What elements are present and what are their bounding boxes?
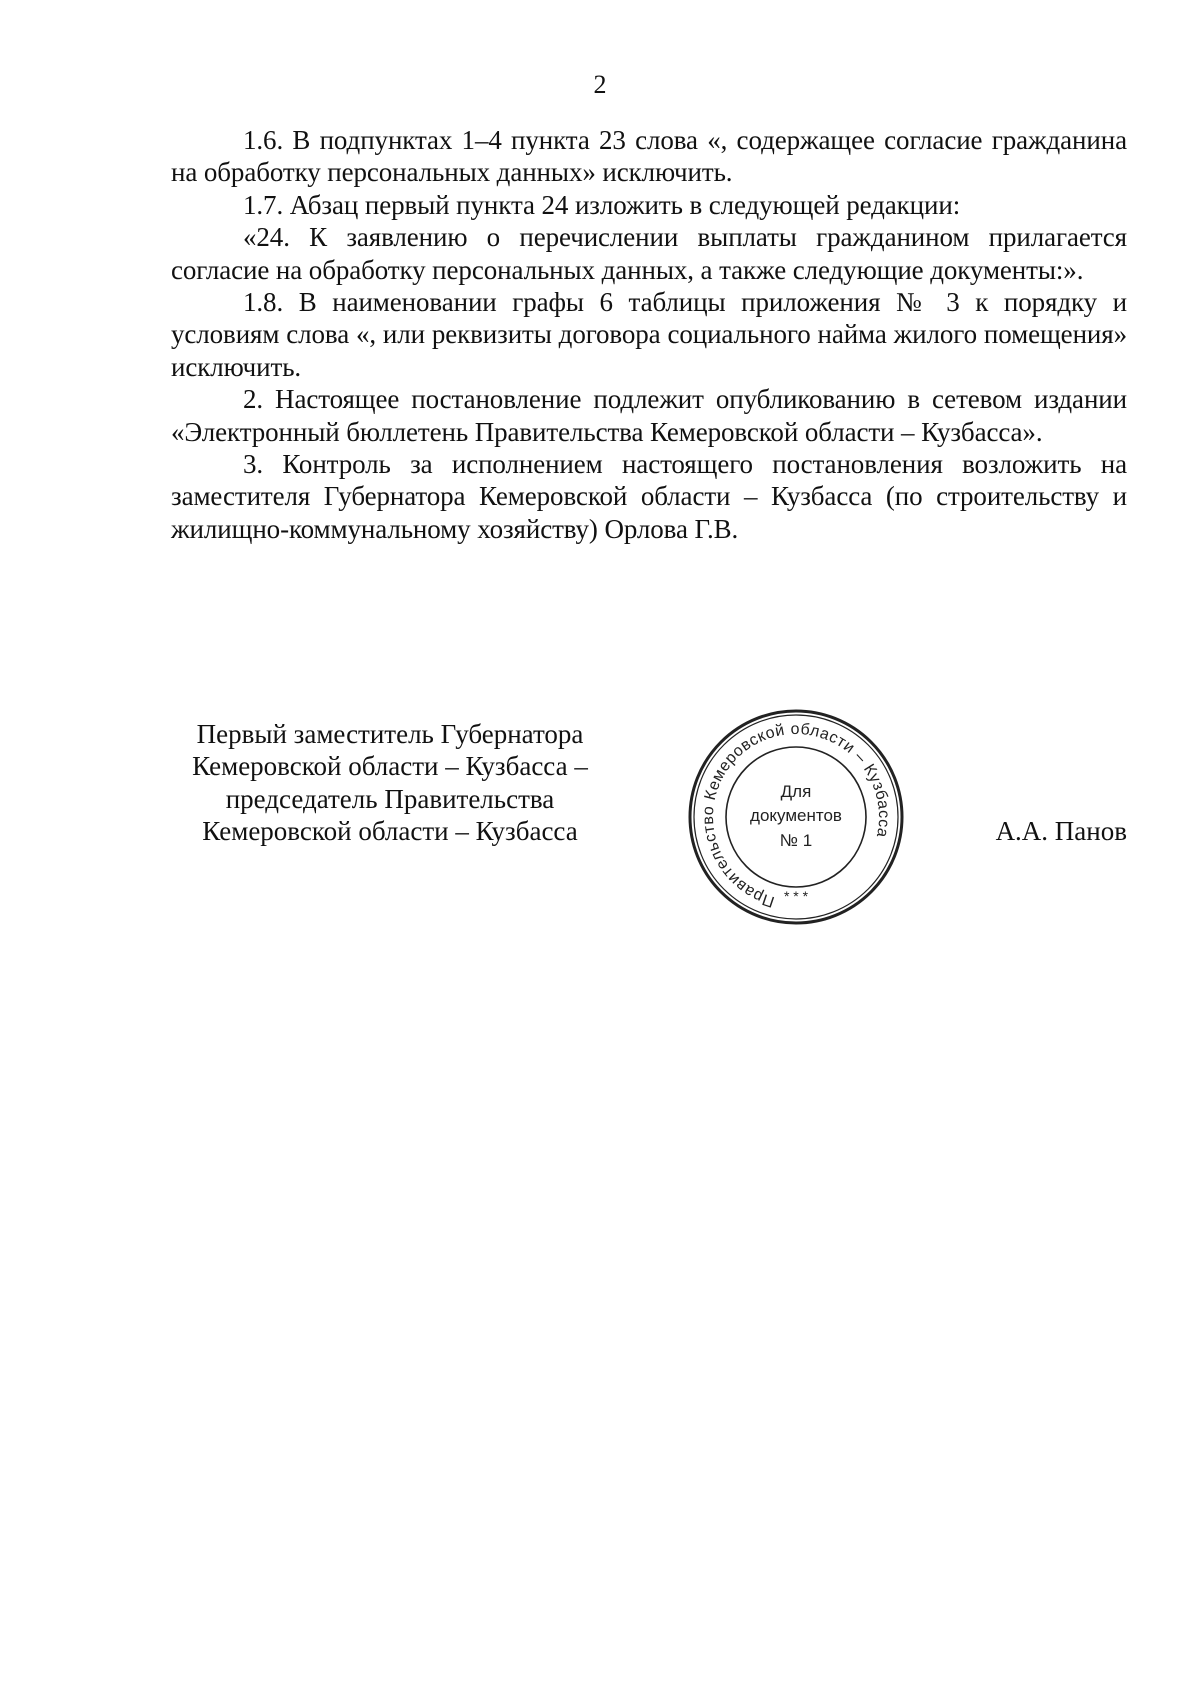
signature-line: Кемеровской области – Кузбасса – (192, 751, 588, 782)
paragraph-1-7: 1.7. Абзац первый пункта 24 изложить в следующей редакции: (243, 189, 961, 220)
signature-position (160, 718, 620, 848)
seal-ring-text: Правительство Кемеровской области – Кузбасса (699, 720, 893, 910)
signer-name: А.А. Панов (995, 816, 1127, 846)
paragraph-1-6: 1.6. В подпунктах 1–4 пункта 23 слова «, содержащее согласие гражданина на обработку персональных данных» исключить. (171, 125, 1127, 188)
paragraph-2: 2. Настоящее постановление подлежит опубликованию в сетевом издании «Электронный бюллетень Правительства Кемеровской области – Кузбасса». (171, 384, 1127, 447)
official-seal-stamp (684, 705, 908, 929)
seal-stars: * * * (783, 888, 809, 904)
signature-line: Первый заместитель Губернатора (196, 719, 584, 749)
seal-center-line-3: № 1 (779, 831, 813, 850)
seal-center-line-1: Для (780, 782, 812, 801)
seal-graphic (684, 705, 908, 929)
seal-center-line-2: документов (750, 806, 842, 825)
paragraph-24-quote: «24. К заявлению о перечислении выплаты гражданином прилагается согласие на обработку персональных данных, а также следующие документы:». (171, 222, 1127, 285)
paragraph-3: 3. Контроль за исполнением настоящего постановления возложить на заместителя Губернатора Кемеровской области – Кузбасса (по строительству и жилищно-коммунальному хозяйству) Орлова Г.В. (171, 449, 1127, 544)
signature-line: Кемеровской области – Кузбасса (202, 816, 578, 847)
document-body (171, 124, 1127, 545)
page-number: 2 (593, 70, 607, 99)
signature-line: председатель Правительства (225, 783, 555, 814)
paragraph-1-8: 1.8. В наименовании графы 6 таблицы приложения № 3 к порядку и условиям слова «, или реквизиты договора социального найма жилого помещения» исключить. (171, 287, 1127, 382)
